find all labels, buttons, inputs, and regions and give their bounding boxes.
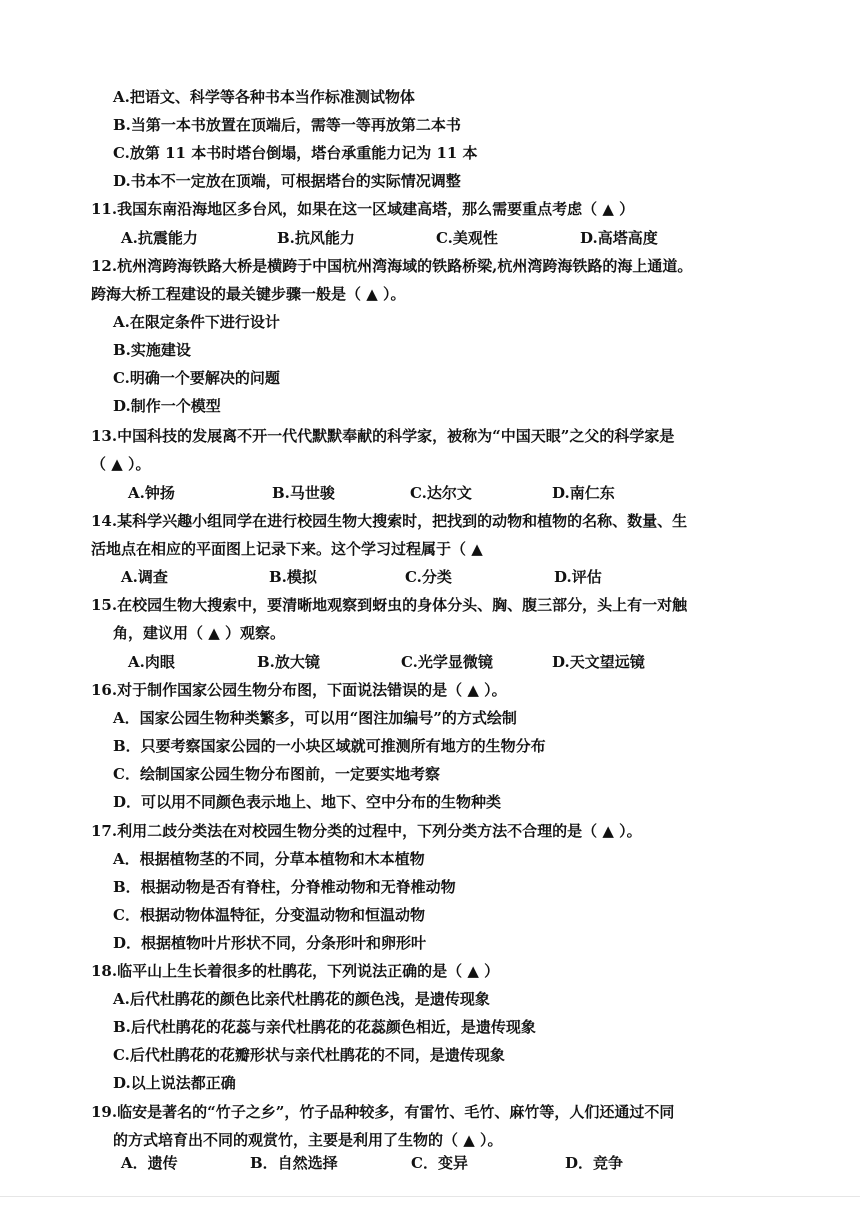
q17-stem: 17.利用二歧分类法在对校园生物分类的过程中，下列分类方法不合理的是（ ▲ ）。 xyxy=(91,822,642,840)
q19-option-d: D．竞争 xyxy=(565,1154,624,1172)
q16-stem: 16.对于制作国家公园生物分布图，下面说法错误的是（ ▲ ）。 xyxy=(91,681,507,699)
q14-stem-line-1: 14.某科学兴趣小组同学在进行校园生物大搜索时，把找到的动物和植物的名称、数量、生 xyxy=(91,512,688,530)
q13-option-b: B.马世骏 xyxy=(272,484,335,502)
q12-stem-line-1: 12.杭州湾跨海铁路大桥是横跨于中国杭州湾海域的铁路桥梁,杭州湾跨海铁路的海上通道。 xyxy=(91,257,693,275)
q18-option-b: B.后代杜鹃花的花蕊与亲代杜鹃花的花蕊颜色相近，是遗传现象 xyxy=(113,1018,536,1036)
q13-option-c: C.达尔文 xyxy=(410,484,472,502)
q16-option-d: D．可以用不同颜色表示地上、地下、空中分布的生物种类 xyxy=(113,793,502,811)
q13-stem-line-2: （ ▲ ）。 xyxy=(91,455,151,473)
q17-option-d: D．根据植物叶片形状不同，分条形叶和卵形叶 xyxy=(113,934,427,952)
q12-option-a: A.在限定条件下进行设计 xyxy=(113,313,280,331)
q11-option-c: C.美观性 xyxy=(436,229,498,247)
q18-stem: 18.临平山上生长着很多的杜鹃花，下列说法正确的是（ ▲ ） xyxy=(91,962,500,980)
q19-option-a: A．遗传 xyxy=(121,1154,178,1172)
q19-stem-line-2: 的方式培育出不同的观赏竹，主要是利用了生物的（ ▲ ）。 xyxy=(113,1131,503,1149)
q11-option-b: B.抗风能力 xyxy=(277,229,355,247)
q11-stem: 11.我国东南沿海地区多台风，如果在这一区域建高塔，那么需要重点考虑（ ▲ ） xyxy=(91,200,635,218)
q19-option-b: B．自然选择 xyxy=(250,1154,338,1172)
q15-option-a: A.肉眼 xyxy=(128,653,175,671)
q12-option-c: C.明确一个要解决的问题 xyxy=(113,369,280,387)
q14-stem-line-2: 活地点在相应的平面图上记录下来。这个学习过程属于（ ▲ xyxy=(91,540,483,558)
q17-option-a: A．根据植物茎的不同，分草本植物和木本植物 xyxy=(113,850,425,868)
q13-option-a: A.钟扬 xyxy=(128,484,175,502)
q18-option-c: C.后代杜鹃花的花瓣形状与亲代杜鹃花的不同，是遗传现象 xyxy=(113,1046,505,1064)
q17-option-c: C．根据动物体温特征，分变温动物和恒温动物 xyxy=(113,906,425,924)
q19-option-c: C．变异 xyxy=(411,1154,468,1172)
q14-option-c: C.分类 xyxy=(405,568,452,586)
q15-stem-line-2: 角，建议用（ ▲ ）观察。 xyxy=(113,624,285,642)
q18-option-a: A.后代杜鹃花的颜色比亲代杜鹃花的颜色浅，是遗传现象 xyxy=(113,990,490,1008)
q16-option-c: C．绘制国家公园生物分布图前，一定要实地考察 xyxy=(113,765,440,783)
q16-option-a: A．国家公园生物种类繁多，可以用“图注加编号”的方式绘制 xyxy=(113,709,517,727)
q13-option-d: D.南仁东 xyxy=(552,484,615,502)
q14-option-b: B.模拟 xyxy=(269,568,317,586)
page-bottom-divider xyxy=(0,1196,860,1197)
q16-option-b: B．只要考察国家公园的一小块区域就可推测所有地方的生物分布 xyxy=(113,737,546,755)
q18-option-d: D.以上说法都正确 xyxy=(113,1074,236,1092)
q11-option-a: A.抗震能力 xyxy=(121,229,198,247)
q14-option-d: D.评估 xyxy=(554,568,602,586)
q10-option-c: C.放第 11 本书时塔台倒塌，塔台承重能力记为 11 本 xyxy=(113,144,478,162)
q15-option-c: C.光学显微镜 xyxy=(401,653,493,671)
q14-option-a: A.调查 xyxy=(121,568,168,586)
q15-option-d: D.天文望远镜 xyxy=(552,653,645,671)
q10-option-b: B.当第一本书放置在顶端后，需等一等再放第二本书 xyxy=(113,116,461,134)
q15-stem-line-1: 15.在校园生物大搜索中，要清晰地观察到蚜虫的身体分头、胸、腹三部分，头上有一对触 xyxy=(91,596,688,614)
q13-stem-line-1: 13.中国科技的发展离不开一代代默默奉献的科学家，被称为“中国天眼”之父的科学家是 xyxy=(91,427,675,445)
q12-option-d: D.制作一个模型 xyxy=(113,397,221,415)
q10-option-d: D.书本不一定放在顶端，可根据塔台的实际情况调整 xyxy=(113,172,461,190)
q19-stem-line-1: 19.临安是著名的“竹子之乡”，竹子品种较多，有雷竹、毛竹、麻竹等，人们还通过不同 xyxy=(91,1103,675,1121)
q17-option-b: B．根据动物是否有脊柱，分脊椎动物和无脊椎动物 xyxy=(113,878,456,896)
q10-option-a: A.把语文、科学等各种书本当作标准测试物体 xyxy=(113,88,415,106)
q12-stem-line-2: 跨海大桥工程建设的最关键步骤一般是（ ▲ ）。 xyxy=(91,285,406,303)
q12-option-b: B.实施建设 xyxy=(113,341,191,359)
q11-option-d: D.高塔高度 xyxy=(580,229,658,247)
q15-option-b: B.放大镜 xyxy=(257,653,320,671)
